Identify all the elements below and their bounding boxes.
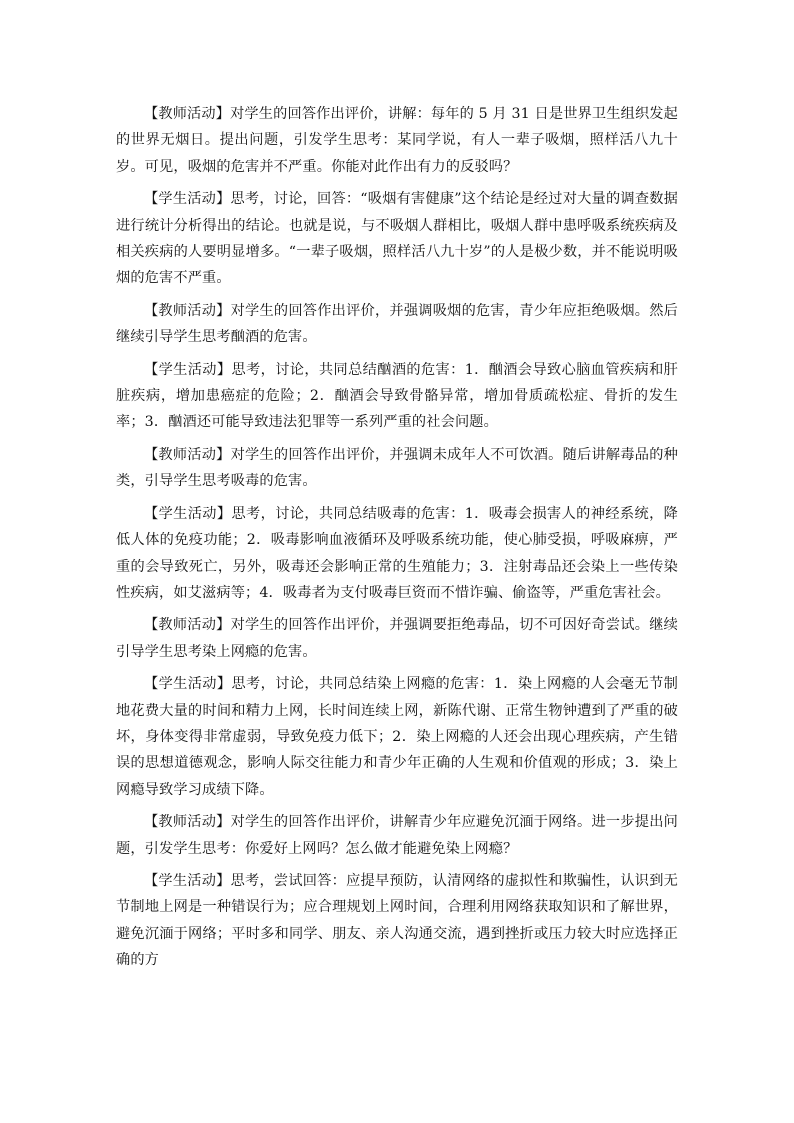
paragraph-teacher-activity-3: 【教师活动】对学生的回答作出评价，并强调未成年人不可饮酒。随后讲解毒品的种类，引导学生思考吸毒的危害。 xyxy=(116,446,678,490)
paragraph-student-activity-1: 【学生活动】思考，讨论，回答：“吸烟有害健康”这个结论是经过对大量的调查数据进行统计分析得出的结论。也就是说，与不吸烟人群相比，吸烟人群中患呼吸系统疾病及相关疾病的人要明显增多。“一辈子吸烟，照样活八九十岁”的人是极少数，并不能说明吸烟的危害不严重。 xyxy=(116,191,678,287)
paragraph-student-activity-3: 【学生活动】思考，讨论，共同总结吸毒的危害：1．吸毒会损害人的神经系统，降低人体的免疫功能；2．吸毒影响血液循环及呼吸系统功能，使心肺受损，呼吸麻痹，严重的会导致死亡，另外，吸毒还会影响正常的生殖能力；3．注射毒品还会染上一些传染性疾病，如艾滋病等；4．吸毒者为支付吸毒巨资而不惜诈骗、偷盗等，严重危害社会。 xyxy=(116,505,678,601)
paragraph-student-activity-5: 【学生活动】思考，尝试回答：应提早预防，认清网络的虚拟性和欺骗性，认识到无节制地上网是一种错误行为；应合理规划上网时间，合理利用网络获取知识和了解世界，避免沉湎于网络；平时多和同学、朋友、亲人沟通交流，遇到挫折或压力较大时应选择正确的方 xyxy=(116,872,678,969)
document-page xyxy=(116,101,678,980)
paragraph-teacher-activity-4: 【教师活动】对学生的回答作出评价，并强调要拒绝毒品，切不可因好奇尝试。继续引导学生思考染上网瘾的危害。 xyxy=(116,617,678,660)
paragraph-student-activity-2: 【学生活动】思考，讨论，共同总结酗酒的危害：1．酗酒会导致心脑血管疾病和肝脏疾病，增加患癌症的危险；2．酗酒会导致骨骼异常，增加骨质疏松症、骨折的发生率；3．酗酒还可能导致违法犯罪等一系列严重的社会问题。 xyxy=(116,361,678,431)
paragraph-teacher-activity-1: 【教师活动】对学生的回答作出评价，讲解：每年的 5 月 31 日是世界卫生组织发起的世界无烟日。提出问题，引发学生思考：某同学说，有人一辈子吸烟，照样活八九十岁。可见，吸烟的危害并不严重。你能对此作出有力的反驳吗？ xyxy=(116,106,678,175)
paragraph-student-activity-4: 【学生活动】思考，讨论，共同总结染上网瘾的危害：1．染上网瘾的人会毫无节制地花费大量的时间和精力上网，长时间连续上网，新陈代谢、正常生物钟遭到了严重的破坏，身体变得非常虚弱，导致免疫力低下；2．染上网瘾的人还会出现心理疾病，产生错误的思想道德观念，影响人际交往能力和青少年正确的人生观和价值观的形成；3．染上网瘾导致学习成绩下降。 xyxy=(116,676,678,798)
paragraph-teacher-activity-2: 【教师活动】对学生的回答作出评价，并强调吸烟的危害，青少年应拒绝吸烟。然后继续引导学生思考酗酒的危害。 xyxy=(116,302,678,346)
paragraph-teacher-activity-5: 【教师活动】对学生的回答作出评价，讲解青少年应避免沉湎于网络。进一步提出问题，引发学生思考：你爱好上网吗？怎么做才能避免染上网瘾？ xyxy=(116,814,678,857)
